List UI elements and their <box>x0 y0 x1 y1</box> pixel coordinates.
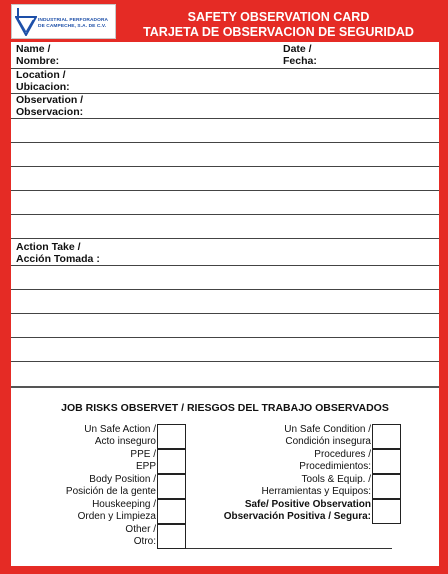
safety-observation-card <box>11 4 439 566</box>
risk-label-tools-equipment <box>262 474 372 497</box>
card-title-es: TARJETA DE OBSERVACION DE SEGURIDAD <box>143 25 414 39</box>
risk-label-line2: Procedimientos: <box>299 460 371 472</box>
action-line[interactable] <box>11 265 439 266</box>
date-label-en: Date / <box>283 43 312 55</box>
observation-line[interactable] <box>11 238 439 239</box>
risk-label-line2: EPP <box>135 460 156 472</box>
action-label-en: Action Take / <box>16 241 81 253</box>
risk-label-housekeeping <box>78 499 156 522</box>
risk-label-line1: Un Safe Action / <box>84 424 156 435</box>
checkbox-ppe[interactable] <box>157 449 186 474</box>
risk-label-line1: Un Safe Condition / <box>284 424 371 435</box>
risk-label-line1: Body Position / <box>89 474 156 485</box>
risk-label-positive-observation <box>224 499 371 522</box>
action-line[interactable] <box>11 289 439 290</box>
risk-label-unsafe-action <box>84 424 156 447</box>
risk-label-line2: Acto inseguro <box>94 435 156 447</box>
observation-line[interactable] <box>11 166 439 167</box>
risk-label-line2: Observación Positiva / Segura: <box>223 510 371 522</box>
checkbox-unsafe-action[interactable] <box>157 424 186 449</box>
observation-label-en: Observation / <box>16 94 84 106</box>
name-label-en: Name / <box>16 43 51 55</box>
observation-line[interactable] <box>11 214 439 215</box>
company-name-line1: INDUSTRIAL PERFORADORA <box>38 18 109 23</box>
card-header <box>11 4 439 42</box>
action-line[interactable] <box>11 361 439 362</box>
risk-label-line1: Procedures / <box>314 449 371 460</box>
risk-label-body-position <box>66 474 156 497</box>
risk-label-procedures <box>299 449 371 472</box>
company-logo <box>11 4 116 39</box>
risk-label-line2: Posición de la gente <box>65 485 156 497</box>
checkbox-body-position[interactable] <box>157 474 186 499</box>
name-label-es: Nombre: <box>16 55 60 67</box>
risk-label-ppe <box>130 449 156 472</box>
risk-label-line2: Condición insegura <box>285 435 371 447</box>
checkbox-housekeeping[interactable] <box>157 499 186 524</box>
risk-label-other <box>125 524 156 547</box>
checkbox-positive-observation[interactable] <box>372 499 401 524</box>
checkbox-unsafe-condition[interactable] <box>372 424 401 449</box>
action-label-es: Acción Tomada : <box>16 253 100 265</box>
other-field-line[interactable] <box>186 548 392 549</box>
observation-line[interactable] <box>11 118 439 119</box>
risk-label-line2: Orden y Limpieza <box>77 510 156 522</box>
risk-label-line1: Safe/ Positive Observation <box>244 499 371 510</box>
risk-label-line2: Otro: <box>133 535 156 547</box>
checkbox-procedures[interactable] <box>372 449 401 474</box>
job-risks-title: JOB RISKS OBSERVET / RIESGOS DEL TRABAJO OBSERVADOS <box>61 402 389 414</box>
risk-label-line2: Herramientas y Equipos: <box>261 485 371 497</box>
company-name-line2: DE CAMPECHE, S.A. DE C.V. <box>38 24 107 29</box>
observation-line[interactable] <box>11 142 439 143</box>
checkbox-other[interactable] <box>157 524 186 549</box>
observation-label-es: Observacion: <box>16 106 84 118</box>
checkbox-tools-equipment[interactable] <box>372 474 401 499</box>
risk-label-line1: Houskeeping / <box>92 499 156 510</box>
observation-line[interactable] <box>11 190 439 191</box>
risk-label-unsafe-condition <box>284 424 371 447</box>
risk-label-line1: Other / <box>125 524 156 535</box>
job-risks-section <box>11 386 439 566</box>
observation-form <box>11 42 439 386</box>
action-line[interactable] <box>11 313 439 314</box>
company-logo-icon <box>15 8 37 36</box>
name-field-line[interactable] <box>11 68 439 69</box>
card-title-en: SAFETY OBSERVATION CARD <box>187 10 370 24</box>
risk-label-line1: Tools & Equip. / <box>301 474 371 485</box>
risk-label-line1: PPE / <box>130 449 156 460</box>
date-label-es: Fecha: <box>283 55 317 67</box>
location-label-en: Location / <box>16 69 66 81</box>
location-label-es: Ubicacion: <box>16 81 70 93</box>
action-line[interactable] <box>11 337 439 338</box>
